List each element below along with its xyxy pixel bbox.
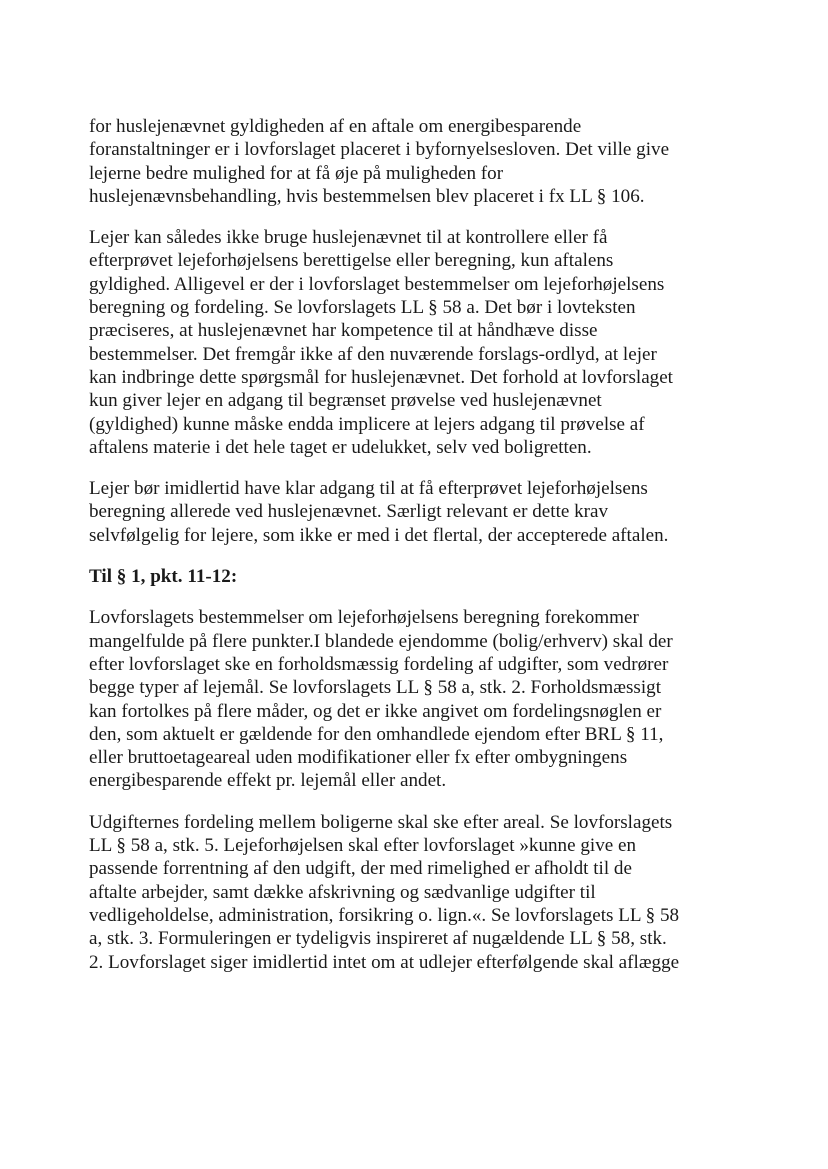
- text-line: vedligeholdelse, administration, forsikring o. lign.«. Se lovforslagets LL § 58: [89, 904, 680, 926]
- paragraph-gap: [89, 793, 749, 811]
- paragraph-gap: [89, 588, 749, 606]
- text-line: foranstaltninger er i lovforslaget placeret i byfornyelsesloven. Det ville give: [89, 139, 670, 161]
- text-line: 2. Lovforslaget siger imidlertid intet om at udlejer efterfølgende skal aflægge: [89, 951, 680, 973]
- text-line: Udgifternes fordeling mellem boligerne skal ske efter areal. Se lovforslagets: [89, 811, 673, 833]
- paragraph-gap: [89, 547, 749, 565]
- text-line: Lovforslagets bestemmelser om lejeforhøjelsens beregning forekommer: [89, 607, 639, 629]
- text-line: energibesparende effekt pr. lejemål eller andet.: [89, 770, 447, 792]
- text-line: begge typer af lejemål. Se lovforslagets LL § 58 a, stk. 2. Forholdsmæssigt: [89, 677, 662, 699]
- text-line: LL § 58 a, stk. 5. Lejeforhøjelsen skal efter lovforslaget »kunne give en: [89, 835, 637, 857]
- text-line: beregning allerede ved huslejenævnet. Særligt relevant er dette krav: [89, 501, 609, 523]
- text-line: den, som aktuelt er gældende for den omhandlede ejendom efter BRL § 11,: [89, 723, 664, 745]
- text-line: kan fortolkes på flere måder, og det er ikke angivet om fordelingsnøglen er: [89, 700, 662, 722]
- text-line: præciseres, at huslejenævnet har kompetence til at håndhæve disse: [89, 320, 598, 342]
- text-line: kun giver lejer en adgang til begrænset prøvelse ved huslejenævnet: [89, 390, 602, 412]
- text-line: Lejer bør imidlertid have klar adgang til at få efterprøvet lejeforhøjelsens: [89, 478, 648, 500]
- text-line: kan indbringe dette spørgsmål for huslejenævnet. Det forhold at lovforslaget: [89, 366, 673, 388]
- paragraph: [89, 226, 749, 459]
- text-line: aftalte arbejder, samt dække afskrivning og sædvanlige udgifter til: [89, 881, 596, 903]
- text-line: eller bruttoetageareal uden modifikationer eller fx efter ombygningens: [89, 747, 628, 769]
- section-heading: Til § 1, pkt. 11-12:: [89, 566, 238, 588]
- text-line: beregning og fordeling. Se lovforslagets LL § 58 a. Det bør i lovteksten: [89, 297, 636, 319]
- text-line: efter lovforslaget ske en forholdsmæssig fordeling af udgifter, som vedrører: [89, 653, 669, 675]
- text-line: a, stk. 3. Formuleringen er tydeligvis inspireret af nugældende LL § 58, stk.: [89, 928, 667, 950]
- text-line: for huslejenævnet gyldigheden af en aftale om energibesparende: [89, 116, 582, 137]
- text-line: huslejenævnsbehandling, hvis bestemmelsen blev placeret i fx LL § 106.: [89, 185, 645, 207]
- paragraph: [89, 115, 749, 208]
- paragraph: [89, 811, 749, 974]
- text-line: Lejer kan således ikke bruge huslejenævnet til at kontrollere eller få: [89, 227, 608, 249]
- text-line: passende forrentning af den udgift, der med rimelighed er afholdt til de: [89, 858, 632, 880]
- text-line: gyldighed. Alligevel er der i lovforslaget bestemmelser om lejeforhøjelsens: [89, 273, 665, 295]
- text-line: efterprøvet lejeforhøjelsens berettigelse eller beregning, kun aftalens: [89, 250, 614, 272]
- paragraph-gap: [89, 208, 749, 226]
- text-line: lejerne bedre mulighed for at få øje på muligheden for: [89, 162, 504, 184]
- document-page: [89, 115, 749, 974]
- text-line: (gyldighed) kunne måske endda implicere at lejers adgang til prøvelse af: [89, 413, 645, 435]
- paragraph: [89, 477, 749, 547]
- text-line: aftalens materie i det hele taget er udelukket, selv ved boligretten.: [89, 436, 592, 458]
- text-line: bestemmelser. Det fremgår ikke af den nuværende forslags-ordlyd, at lejer: [89, 343, 657, 365]
- paragraph-gap: [89, 459, 749, 477]
- text-line: mangelfulde på flere punkter.I blandede ejendomme (bolig/erhverv) skal der: [89, 630, 673, 652]
- paragraph: [89, 606, 749, 792]
- text-line: selvfølgelig for lejere, som ikke er med i det flertal, der accepterede aftalen.: [89, 524, 669, 546]
